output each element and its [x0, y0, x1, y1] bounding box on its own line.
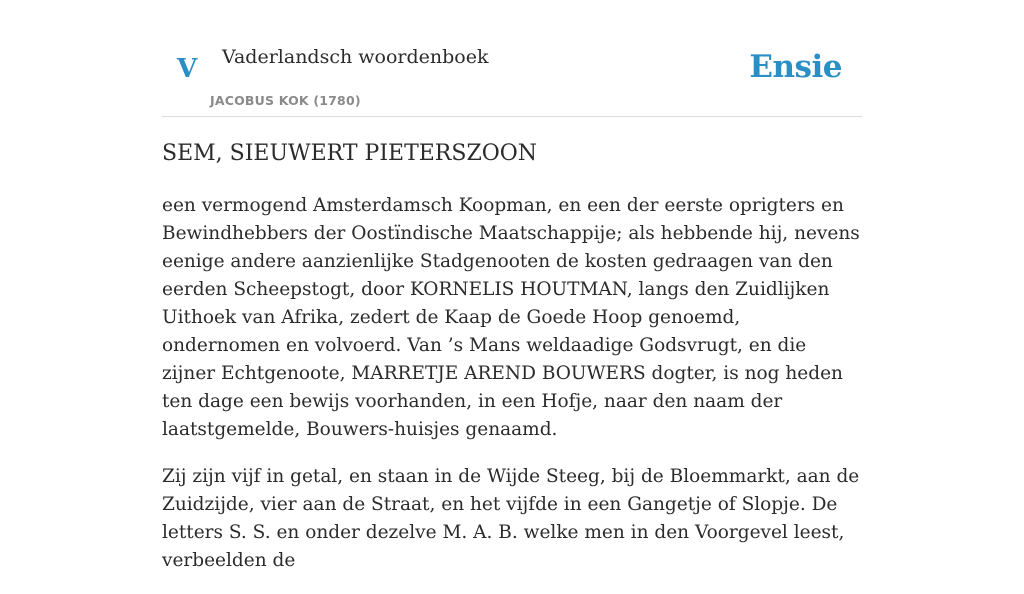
- book-author: JACOBUS KOK (1780): [210, 93, 361, 108]
- page-container: [162, 0, 862, 571]
- header: [162, 0, 862, 117]
- entry-paragraph-2: Zij zijn vijf in getal, en staan in de Wijde Steeg, bij de Bloemmarkt, aan de Zuidzijde, vier aan de Straat, en het vijfde in een Gangetje of Slopje. De letters S. S. en onder dezelve M. A. B. welke men in den Voorgevel leest, verbeelden de: [162, 466, 860, 571]
- book-title[interactable]: Vaderlandsch woordenboek: [222, 46, 489, 68]
- entry-paragraph-1: een vermogend Amsterdamsch Koopman, en een der eerste oprigters en Bewindhebbers der Oostïndische Maatschappije; als hebbende hij, nevens eenige andere aanzienlijke Stadgenooten de kosten gedraagen van den eerden Scheepstogt, door KORNELIS HOUTMAN, langs den Zuidlijken Uithoek van Afrika, zedert de Kaap de Goede Hoop genoemd, ondernomen en volvoerd. Van ’s Mans weldaadige Godsvrugt, en die zijner Echtgenoote, MARRETJE AREND BOUWERS dogter, is nog heden ten dage een bewijs voorhanden, in een Hofje, naar den naam der laatstgemelde, Bouwers-huisjes genaamd.: [162, 195, 860, 440]
- brand-logo[interactable]: Ensie: [749, 49, 842, 85]
- entry-body: [162, 192, 862, 594]
- entry-title: SEM, SIEUWERT PIETERSZOON: [162, 141, 538, 166]
- book-letter-icon[interactable]: V: [177, 54, 198, 84]
